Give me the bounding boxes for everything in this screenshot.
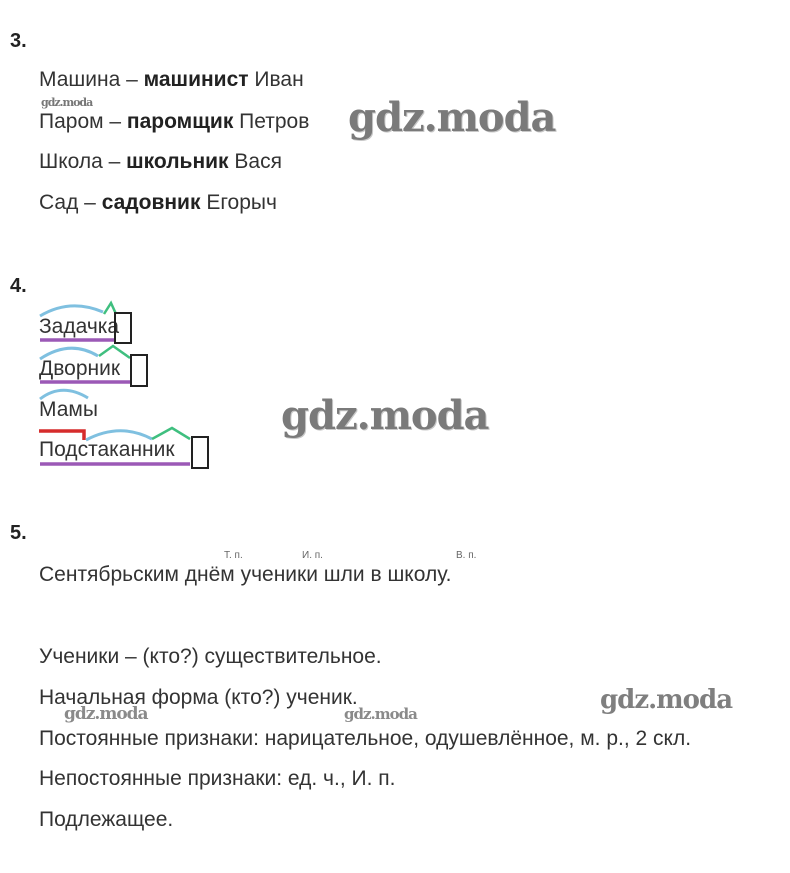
analysis-line: Непостоянные признаки: ед. ч., И. п. bbox=[39, 767, 396, 790]
task-4-number: 4. bbox=[10, 275, 27, 297]
analysis-line: Ученики – (кто?) существительное. bbox=[39, 645, 382, 668]
word-podstakannik: Подстаканник bbox=[39, 438, 175, 461]
sentence-word: школу bbox=[387, 563, 446, 586]
analyzed-sentence bbox=[39, 563, 451, 587]
case-note-ip: И. п. bbox=[302, 550, 323, 561]
watermark: gdz.moda bbox=[281, 392, 489, 439]
sentence-word: Сентябрьским bbox=[39, 563, 179, 586]
sentence-word: ученики bbox=[240, 563, 318, 586]
sentence-word: шли в bbox=[317, 563, 388, 586]
analysis-line: Постоянные признаки: нарицательное, одушевлённое, м. р., 2 скл. bbox=[39, 727, 692, 750]
derived-word: машинист bbox=[143, 68, 249, 91]
case-note-tp: Т. п. bbox=[224, 550, 243, 561]
sentence-word: днём bbox=[178, 563, 241, 586]
watermark: gdz.moda bbox=[41, 96, 93, 109]
person-name: Иван bbox=[248, 68, 304, 91]
base-word: Сад – bbox=[39, 191, 102, 214]
case-note-vp: В. п. bbox=[456, 550, 477, 561]
derived-word: школьник bbox=[126, 150, 229, 173]
analysis-line: Начальная форма (кто?) ученик. bbox=[39, 686, 358, 709]
task-3-number: 3. bbox=[10, 30, 27, 52]
analysis-line: Подлежащее. bbox=[39, 808, 174, 831]
task-5-number: 5. bbox=[10, 522, 27, 544]
base-word: Школа – bbox=[39, 150, 127, 173]
watermark: gdz.moda bbox=[600, 685, 733, 715]
ending-box bbox=[130, 354, 148, 387]
derived-word: садовник bbox=[101, 191, 201, 214]
person-name: Вася bbox=[228, 150, 282, 173]
word-dvornik: Дворник bbox=[39, 357, 121, 380]
base-word: Паром – bbox=[39, 110, 127, 133]
ending-box bbox=[114, 312, 132, 344]
person-name: Егорыч bbox=[200, 191, 277, 214]
watermark: gdz.moda bbox=[348, 94, 556, 141]
word-zadachka: Задачка bbox=[39, 315, 120, 338]
word-mamy: Мамы bbox=[39, 398, 98, 421]
person-name: Петров bbox=[233, 110, 310, 133]
watermark: gdz.moda bbox=[64, 704, 148, 724]
derived-word: паромщик bbox=[126, 110, 234, 133]
watermark: gdz.moda bbox=[344, 705, 417, 723]
ending-box bbox=[191, 436, 209, 469]
base-word: Машина – bbox=[39, 68, 144, 91]
sentence-punct: . bbox=[445, 563, 452, 586]
